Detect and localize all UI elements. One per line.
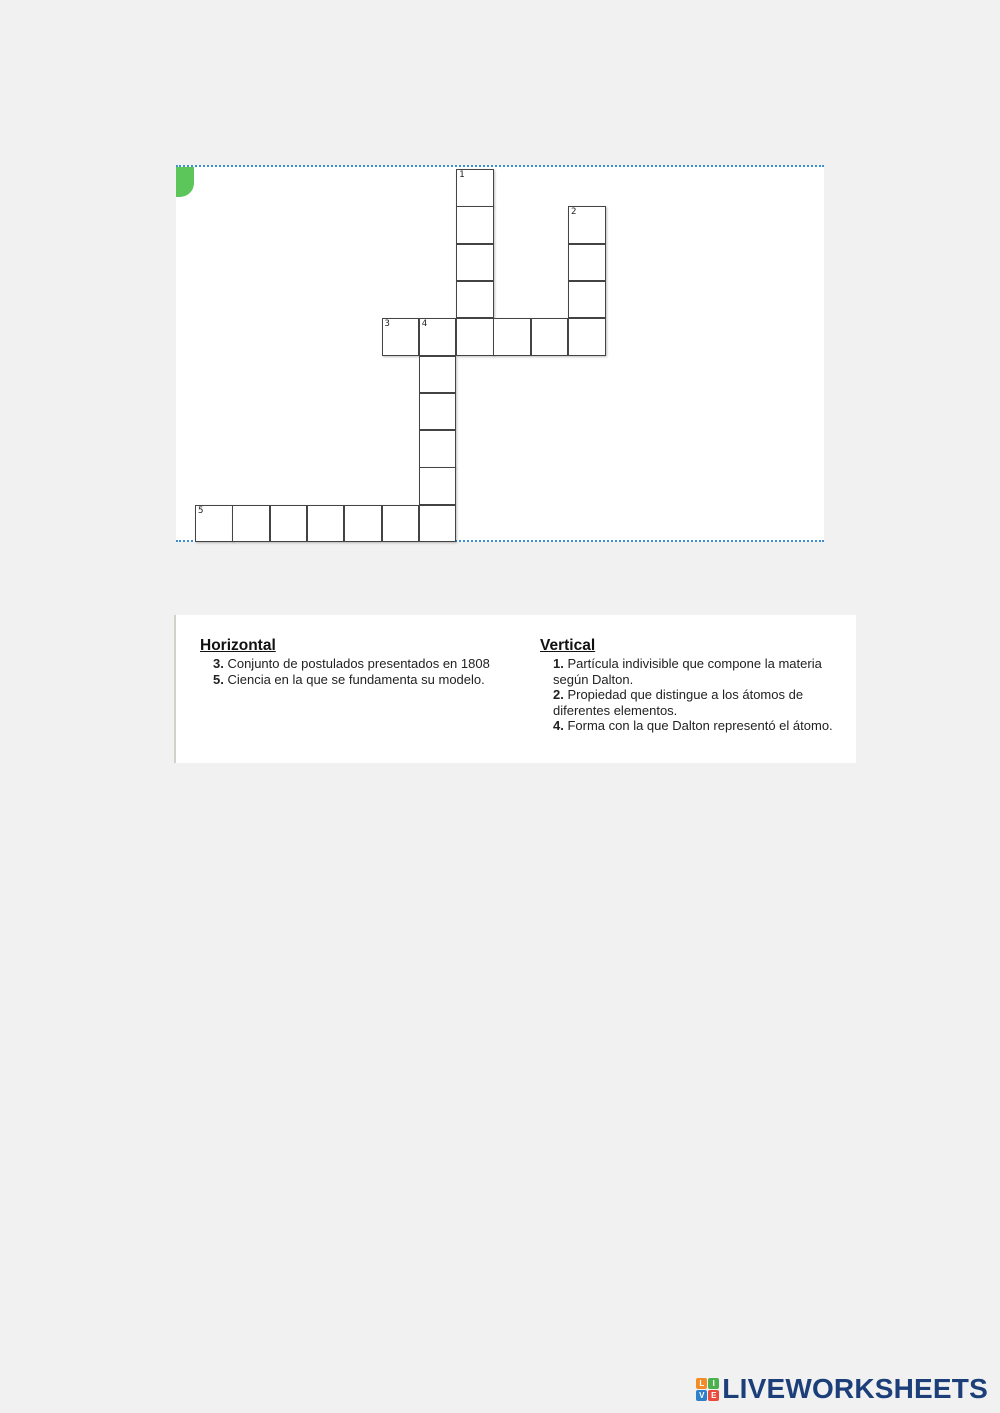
crossword-cell[interactable]	[419, 318, 457, 356]
crossword-panel	[176, 165, 824, 542]
crossword-cell[interactable]	[195, 505, 233, 543]
clue-item-number: 1.	[553, 656, 564, 671]
clue-item-number: 3.	[213, 656, 224, 671]
clue-item-number: 2.	[553, 687, 564, 702]
crossword-cell[interactable]	[419, 505, 457, 543]
clue-item	[553, 656, 845, 687]
clue-item-text: Ciencia en la que se fundamenta su modelo.	[223, 671, 485, 687]
crossword-cell[interactable]	[382, 505, 420, 543]
clue-item-text: Partícula indivisible que compone la materia según Dalton.	[553, 656, 822, 687]
clue-item-number: 4.	[553, 718, 564, 733]
clue-item-text: Forma con la que Dalton representó el átomo.	[563, 718, 833, 733]
crossword-cell[interactable]	[344, 505, 382, 543]
crossword-cell[interactable]	[456, 244, 494, 282]
clues-panel	[174, 615, 856, 763]
vertical-title: Vertical	[540, 637, 596, 654]
clue-item	[553, 718, 845, 734]
clue-item-text: Propiedad que distingue a los átomos de diferentes elementos.	[553, 687, 804, 718]
clue-item	[553, 687, 845, 718]
clue-item	[213, 672, 520, 688]
vertical-clues	[540, 637, 845, 734]
logo-tile: L	[696, 1378, 707, 1389]
crossword-cell[interactable]	[456, 169, 494, 207]
horizontal-title: Horizontal	[200, 637, 276, 654]
crossword-cell[interactable]	[568, 206, 606, 244]
clue-item-text: Conjunto de postulados presentados en 1808	[223, 656, 490, 671]
clue-number: 5	[198, 505, 204, 516]
crossword-cell[interactable]	[456, 206, 494, 244]
vertical-clue-list	[540, 656, 845, 734]
green-corner-tab	[176, 167, 194, 197]
liveworksheets-logo-icon	[696, 1378, 719, 1401]
clue-number: 1	[459, 170, 465, 180]
crossword-cell[interactable]	[419, 393, 457, 431]
clue-item-number: 5.	[213, 671, 224, 687]
logo-tile: I	[708, 1378, 719, 1389]
brand-name: LIVEWORKSHEETS	[722, 1373, 988, 1404]
crossword-cell[interactable]	[419, 467, 457, 505]
clue-number: 4	[421, 319, 428, 330]
crossword-cell[interactable]	[307, 505, 345, 543]
crossword-cell[interactable]	[270, 505, 308, 543]
crossword-cell[interactable]	[419, 430, 457, 468]
brand-footer	[696, 1374, 988, 1404]
crossword-cell[interactable]	[232, 505, 270, 543]
crossword-cell[interactable]	[493, 318, 531, 356]
horizontal-clue-list	[200, 656, 520, 687]
crossword-cell[interactable]	[382, 318, 420, 356]
logo-tile: V	[696, 1390, 707, 1401]
clue-number: 2	[571, 207, 577, 218]
clue-number: 3	[384, 319, 390, 330]
crossword-cell[interactable]	[568, 244, 606, 282]
crossword-cell[interactable]	[419, 356, 457, 394]
clue-item	[213, 656, 520, 672]
crossword-cell[interactable]	[456, 281, 494, 319]
logo-tile: E	[708, 1390, 719, 1401]
horizontal-clues	[200, 637, 520, 687]
crossword-cell[interactable]	[456, 318, 494, 356]
crossword-cell[interactable]	[531, 318, 569, 356]
crossword-cell[interactable]	[568, 281, 606, 319]
crossword-cell[interactable]	[568, 318, 606, 356]
